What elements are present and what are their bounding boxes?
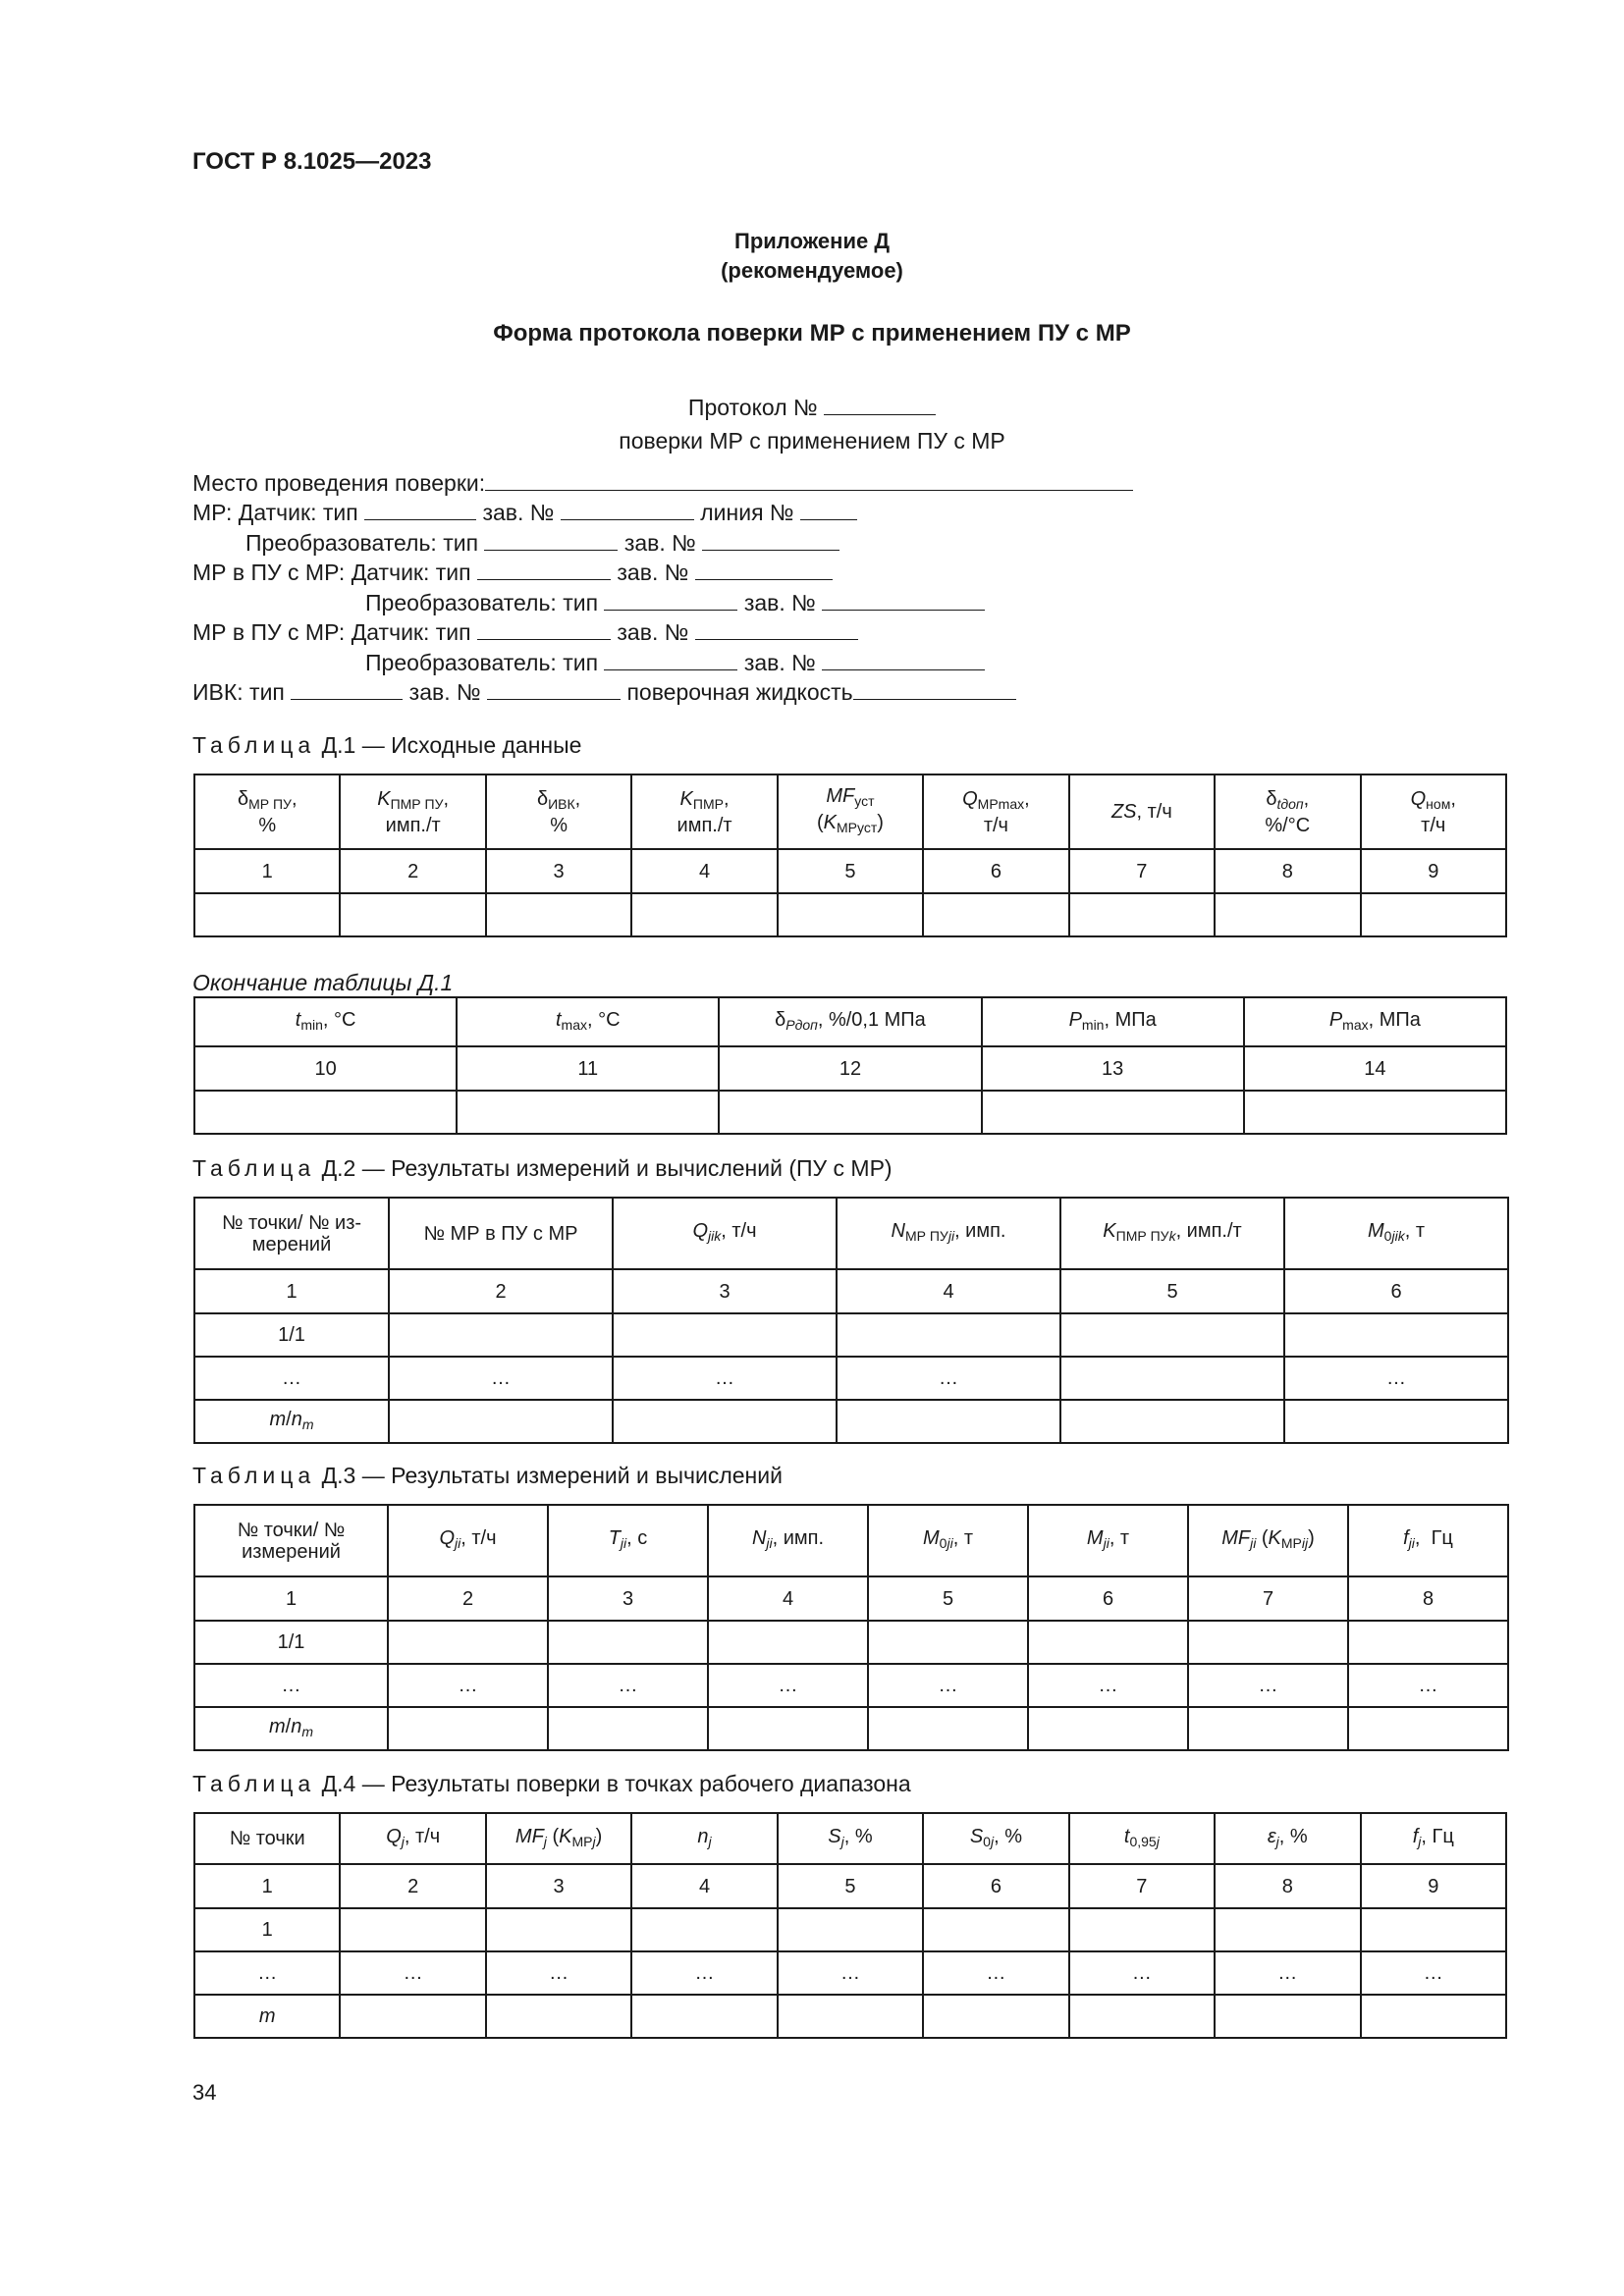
col-delta-t-dop: $\delta_{tдоп}$, %/°С [1215, 774, 1360, 849]
table-cell[interactable] [1361, 1995, 1507, 2038]
table-number-row [194, 1046, 1506, 1091]
table-cell[interactable] [868, 1621, 1028, 1664]
table-cell[interactable] [613, 1400, 837, 1443]
table-cell[interactable] [868, 1707, 1028, 1750]
table-cell[interactable] [1215, 1908, 1360, 1951]
table-cell[interactable] [1069, 1995, 1215, 2038]
col-number: 13 [982, 1046, 1244, 1091]
table-cell[interactable] [1060, 1400, 1284, 1443]
mr-pu-sensor-line-2: МР в ПУ с МР: Датчик: тип зав. № [192, 617, 858, 647]
table-cell[interactable] [708, 1707, 868, 1750]
ellipsis-cell: … [388, 1664, 548, 1707]
col-n-j: $n_j$ [631, 1813, 777, 1864]
mr-pu-sensor-line-1: МР в ПУ с МР: Датчик: тип зав. № [192, 558, 833, 587]
col-n-mr-pu: $N_{МР ПУji}$, имп. [837, 1198, 1060, 1269]
ellipsis-cell: … [1028, 1664, 1188, 1707]
table-cell[interactable] [486, 1908, 631, 1951]
col-number: 5 [778, 1864, 923, 1908]
col-mf-ji: $MF_{ji}$ $(K_{МРij})$ [1188, 1505, 1348, 1576]
table-header-row [194, 1198, 1508, 1269]
col-k-pmr: $K_{ПМР}$, имп./т [631, 774, 777, 849]
table-d3 [193, 1504, 1509, 1751]
table-header-row [194, 1813, 1506, 1864]
table-cell[interactable] [923, 1995, 1068, 2038]
ellipsis-cell: … [613, 1357, 837, 1400]
col-p-min: $P_{min}$, МПа [982, 997, 1244, 1046]
table-cell[interactable] [1361, 893, 1507, 936]
table-cell[interactable] [1060, 1313, 1284, 1357]
table-cell[interactable] [194, 1091, 457, 1134]
table-row [194, 1357, 1508, 1400]
table-d1-end [193, 996, 1507, 1135]
ellipsis-cell: … [708, 1664, 868, 1707]
col-t-max: $t_{max}$, °С [457, 997, 719, 1046]
table-row [194, 1091, 1506, 1134]
col-number: 7 [1069, 849, 1215, 893]
ellipsis-cell: … [1284, 1357, 1508, 1400]
table-cell[interactable] [457, 1091, 719, 1134]
col-number: 4 [837, 1269, 1060, 1313]
col-mr-number: № МР в ПУ с МР [389, 1198, 613, 1269]
col-t-095j: $t_{0,95j}$ [1069, 1813, 1215, 1864]
table-cell[interactable] [486, 1995, 631, 2038]
table-header-row [194, 1505, 1508, 1576]
col-number: 2 [340, 1864, 485, 1908]
col-mf-ust: $MF_{уст}$ $(K_{МРуст})$ [778, 774, 923, 849]
col-q-j: $Q_j$, т/ч [340, 1813, 485, 1864]
table-cell[interactable] [1348, 1707, 1508, 1750]
col-number: 2 [340, 849, 485, 893]
col-number: 12 [719, 1046, 981, 1091]
table-cell[interactable] [388, 1621, 548, 1664]
table-cell[interactable] [1284, 1313, 1508, 1357]
col-number: 1 [194, 1576, 388, 1621]
col-number: 4 [631, 1864, 777, 1908]
table-d2 [193, 1197, 1509, 1444]
mr-converter-line: Преобразователь: тип зав. № [245, 528, 839, 558]
table-d4 [193, 1812, 1507, 2039]
table-cell[interactable] [194, 893, 340, 936]
col-number: 3 [613, 1269, 837, 1313]
col-f-j: $f_j$, Гц [1361, 1813, 1507, 1864]
appendix-title: Приложение Д [734, 229, 890, 253]
table-cell[interactable] [1348, 1621, 1508, 1664]
col-number: 6 [1028, 1576, 1188, 1621]
table-cell[interactable] [486, 893, 631, 936]
table-cell[interactable] [1215, 1995, 1360, 2038]
table-d1-continuation: Окончание таблицы Д.1 [192, 970, 454, 995]
table-row [194, 893, 1506, 936]
col-p-max: $P_{max}$, МПа [1244, 997, 1506, 1046]
table-row [194, 1995, 1506, 2038]
ellipsis-cell: … [1188, 1664, 1348, 1707]
ellipsis-cell: … [486, 1951, 631, 1995]
ellipsis-cell: … [389, 1357, 613, 1400]
table-cell[interactable] [837, 1313, 1060, 1357]
col-number: 6 [1284, 1269, 1508, 1313]
col-number: 11 [457, 1046, 719, 1091]
mr-pu-converter-line-2: Преобразователь: тип зав. № [365, 648, 985, 677]
table-row [194, 1621, 1508, 1664]
col-number: 6 [923, 1864, 1068, 1908]
ellipsis-cell: … [631, 1951, 777, 1995]
form-title: Форма протокола поверки МР с применением ПУ с МР [493, 320, 1131, 347]
col-number: 4 [708, 1576, 868, 1621]
table-row [194, 1951, 1506, 1995]
col-number: 1 [194, 1864, 340, 1908]
col-number: 9 [1361, 849, 1507, 893]
ellipsis-cell: … [868, 1664, 1028, 1707]
table-cell[interactable] [340, 1995, 485, 2038]
mr-pu-converter-line-1: Преобразователь: тип зав. № [365, 588, 985, 617]
col-s-0j: $S_{0j}$, % [923, 1813, 1068, 1864]
table-row [194, 1664, 1508, 1707]
table-cell[interactable] [631, 1995, 777, 2038]
table-cell[interactable] [708, 1621, 868, 1664]
appendix-subtitle: (рекомендуемое) [721, 258, 903, 283]
col-number: 7 [1188, 1576, 1348, 1621]
col-mf-j: $MF_j$ $(K_{МРj})$ [486, 1813, 631, 1864]
col-number: 8 [1215, 849, 1360, 893]
table-cell[interactable] [778, 1908, 923, 1951]
col-q-ji: $Q_{ji}$, т/ч [388, 1505, 548, 1576]
table-cell[interactable] [1188, 1707, 1348, 1750]
table-cell[interactable] [923, 893, 1068, 936]
col-number: 6 [923, 849, 1068, 893]
page-number: 34 [192, 2080, 217, 2105]
col-point: № точки [194, 1813, 340, 1864]
col-number: 4 [631, 849, 777, 893]
table-cell[interactable] [837, 1400, 1060, 1443]
ellipsis-cell: … [778, 1951, 923, 1995]
table-cell[interactable] [1069, 1908, 1215, 1951]
ivk-line: ИВК: тип зав. № поверочная жидкость [192, 677, 1016, 707]
table-number-row [194, 1269, 1508, 1313]
table-cell[interactable] [1028, 1707, 1188, 1750]
col-q-jik: $Q_{jik}$, т/ч [613, 1198, 837, 1269]
table-cell[interactable] [631, 893, 777, 936]
ellipsis-cell: … [837, 1357, 1060, 1400]
table-cell[interactable] [1215, 893, 1360, 936]
ellipsis-cell: … [194, 1664, 388, 1707]
table-cell[interactable] [778, 893, 923, 936]
ellipsis-cell: … [1215, 1951, 1360, 1995]
table-row [194, 1400, 1508, 1443]
col-zs: ZS, т/ч [1069, 774, 1215, 849]
table-cell[interactable] [613, 1313, 837, 1357]
table-row [194, 1707, 1508, 1750]
mr-sensor-line: МР: Датчик: тип зав. № линия № [192, 498, 857, 527]
col-number: 7 [1069, 1864, 1215, 1908]
col-number: 9 [1361, 1864, 1507, 1908]
table-d4-caption: Таблица Д.4 — Результаты поверки в точках рабочего диапазона [192, 1771, 911, 1796]
protocol-number-line: Протокол № [0, 395, 1624, 421]
table-row [194, 1313, 1508, 1357]
table-cell[interactable] [1028, 1621, 1188, 1664]
table-cell[interactable] [388, 1707, 548, 1750]
row-label: $m/n_m$ [194, 1707, 388, 1750]
doc-code: ГОСТ Р 8.1025—2023 [192, 148, 432, 175]
col-number: 5 [868, 1576, 1028, 1621]
table-row [194, 1908, 1506, 1951]
table-cell[interactable] [389, 1400, 613, 1443]
col-t-min: $t_{min}$, °С [194, 997, 457, 1046]
table-header-row [194, 774, 1506, 849]
table-header-row [194, 997, 1506, 1046]
table-cell[interactable] [1069, 893, 1215, 936]
col-delta-p-dop: $\delta_{Pдоп}$, %/0,1 МПа [719, 997, 981, 1046]
col-number: 3 [486, 1864, 631, 1908]
col-number: 2 [388, 1576, 548, 1621]
col-delta-ivk: $\delta_{ИВК}$, % [486, 774, 631, 849]
col-number: 14 [1244, 1046, 1506, 1091]
col-number: 3 [486, 849, 631, 893]
col-number: 1 [194, 1269, 389, 1313]
col-number: 8 [1348, 1576, 1508, 1621]
col-number: 2 [389, 1269, 613, 1313]
col-number: 1 [194, 849, 340, 893]
ellipsis-cell: … [340, 1951, 485, 1995]
col-s-j: $S_j$, % [778, 1813, 923, 1864]
ellipsis-cell: … [194, 1951, 340, 1995]
table-cell[interactable] [1188, 1621, 1348, 1664]
col-f-ji: $f_{ji}$, Гц [1348, 1505, 1508, 1576]
col-delta-mr-pu: $\delta_{МР ПУ}$, % [194, 774, 340, 849]
table-cell[interactable] [548, 1621, 708, 1664]
col-eps-j: $\varepsilon_j$, % [1215, 1813, 1360, 1864]
ellipsis-cell: … [1361, 1951, 1507, 1995]
table-number-row [194, 1864, 1506, 1908]
row-label: $m/n_m$ [194, 1400, 389, 1443]
table-cell[interactable] [1244, 1091, 1506, 1134]
col-q-nom: $Q_{ном}$, т/ч [1361, 774, 1507, 849]
table-number-row [194, 849, 1506, 893]
col-number: 8 [1215, 1864, 1360, 1908]
table-cell[interactable] [1361, 1908, 1507, 1951]
row-label: 1 [194, 1908, 340, 1951]
table-cell[interactable] [1060, 1357, 1284, 1400]
table-cell[interactable] [340, 893, 485, 936]
col-number: 3 [548, 1576, 708, 1621]
table-d1 [193, 774, 1507, 937]
place-line: Место проведения поверки: [192, 468, 1133, 498]
row-label: m [194, 1995, 340, 2038]
table-number-row [194, 1576, 1508, 1621]
table-cell[interactable] [548, 1707, 708, 1750]
col-number: 5 [778, 849, 923, 893]
table-cell[interactable] [719, 1091, 981, 1134]
table-cell[interactable] [778, 1995, 923, 2038]
row-label: 1/1 [194, 1313, 389, 1357]
col-m-0jik: $M_{0jik}$, т [1284, 1198, 1508, 1269]
table-d3-caption: Таблица Д.3 — Результаты измерений и вычислений [192, 1463, 783, 1488]
col-point-measure: № точки/ № измерений [194, 1505, 388, 1576]
protocol-title: поверки МР с применением ПУ с МР [619, 428, 1005, 454]
col-t-ji: $T_{ji}$, с [548, 1505, 708, 1576]
table-d1-caption: Таблица Д.1 — Исходные данные [192, 732, 582, 758]
col-q-mr-max: $Q_{MPmax}$, т/ч [923, 774, 1068, 849]
col-point-measure: № точки/ № из- мерений [194, 1198, 389, 1269]
ellipsis-cell: … [548, 1664, 708, 1707]
table-cell[interactable] [982, 1091, 1244, 1134]
table-d2-caption: Таблица Д.2 — Результаты измерений и вычислений (ПУ с МР) [192, 1155, 893, 1181]
col-k-pmr-pu-k: $K_{ПМР ПУk}$, имп./т [1060, 1198, 1284, 1269]
col-k-pmr-pu: $K_{ПМР ПУ}$, имп./т [340, 774, 485, 849]
ellipsis-cell: … [194, 1357, 389, 1400]
ellipsis-cell: … [923, 1951, 1068, 1995]
table-cell[interactable] [923, 1908, 1068, 1951]
table-cell[interactable] [1284, 1400, 1508, 1443]
table-cell[interactable] [340, 1908, 485, 1951]
table-cell[interactable] [389, 1313, 613, 1357]
col-m-0ji: $M_{0ji}$, т [868, 1505, 1028, 1576]
table-cell[interactable] [631, 1908, 777, 1951]
row-label: 1/1 [194, 1621, 388, 1664]
ellipsis-cell: … [1069, 1951, 1215, 1995]
col-number: 10 [194, 1046, 457, 1091]
ellipsis-cell: … [1348, 1664, 1508, 1707]
col-number: 5 [1060, 1269, 1284, 1313]
col-m-ji: $M_{ji}$, т [1028, 1505, 1188, 1576]
col-n-ji: $N_{ji}$, имп. [708, 1505, 868, 1576]
